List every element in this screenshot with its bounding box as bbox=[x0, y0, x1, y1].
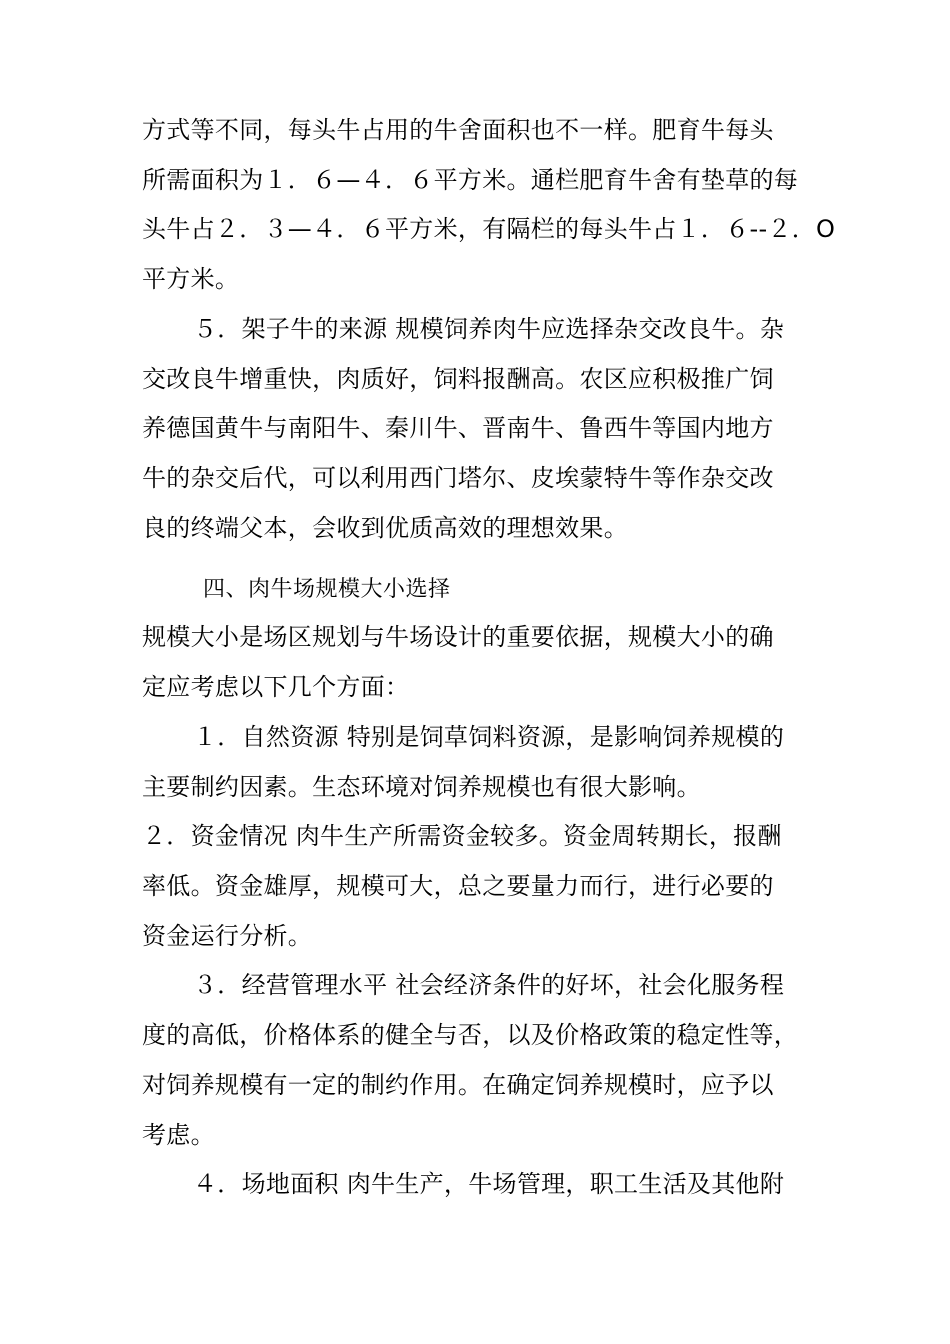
section-heading: 四、肉牛场规模大小选择 bbox=[203, 577, 451, 602]
body-text-line: 率低。资金雄厚，规模可大，总之要量力而行，进行必要的 bbox=[142, 872, 774, 900]
body-text-line: 所需面积为１．６—４．６平方米。通栏肥育牛舍有垫草的每 bbox=[142, 166, 799, 194]
body-text-line: 规模大小是场区规划与牛场设计的重要依据，规模大小的确 bbox=[142, 623, 774, 651]
paragraph-start-line: １．自然资源 特别是饲草饲料资源，是影响饲养规模的 bbox=[193, 723, 785, 751]
body-text-line: 交改良牛增重快，肉质好，饲料报酬高。农区应积极推广饲 bbox=[142, 365, 774, 393]
body-text-line: 定应考虑以下几个方面： bbox=[142, 673, 410, 701]
body-text-line: 头牛占２．３—４．６平方米，有隔栏的每头牛占１．６--２．O bbox=[142, 215, 836, 243]
body-text-line: 牛的杂交后代，可以利用西门塔尔、皮埃蒙特牛等作杂交改 bbox=[142, 464, 774, 492]
paragraph-start-line: ３．经营管理水平 社会经济条件的好坏，社会化服务程 bbox=[193, 971, 785, 999]
body-text-line: 主要制约因素。生态环境对饲养规模也有很大影响。 bbox=[142, 773, 701, 801]
body-text-line: 资金运行分析。 bbox=[142, 922, 313, 950]
paragraph-start-line: ５．架子牛的来源 规模饲养肉牛应选择杂交改良牛。杂 bbox=[193, 315, 785, 343]
body-text-line: 养德国黄牛与南阳牛、秦川牛、晋南牛、鲁西牛等国内地方 bbox=[142, 414, 774, 442]
body-text-line: 方式等不同，每头牛占用的牛舍面积也不一样。肥育牛每头 bbox=[142, 116, 774, 144]
body-text-line: 度的高低，价格体系的健全与否，以及价格政策的稳定性等， bbox=[142, 1021, 799, 1049]
body-text-line: 良的终端父本，会收到优质高效的理想效果。 bbox=[142, 514, 628, 542]
paragraph-start-line: ４．场地面积 肉牛生产，牛场管理，职工生活及其他附 bbox=[193, 1170, 785, 1198]
body-text-line: 对饲养规模有一定的制约作用。在确定饲养规模时，应予以 bbox=[142, 1071, 774, 1099]
body-text-line: 平方米。 bbox=[142, 265, 240, 293]
paragraph-start-line: ２．资金情况 肉牛生产所需资金较多。资金周转期长，报酬 bbox=[142, 822, 782, 850]
body-text-line: 考虑。 bbox=[142, 1121, 215, 1149]
